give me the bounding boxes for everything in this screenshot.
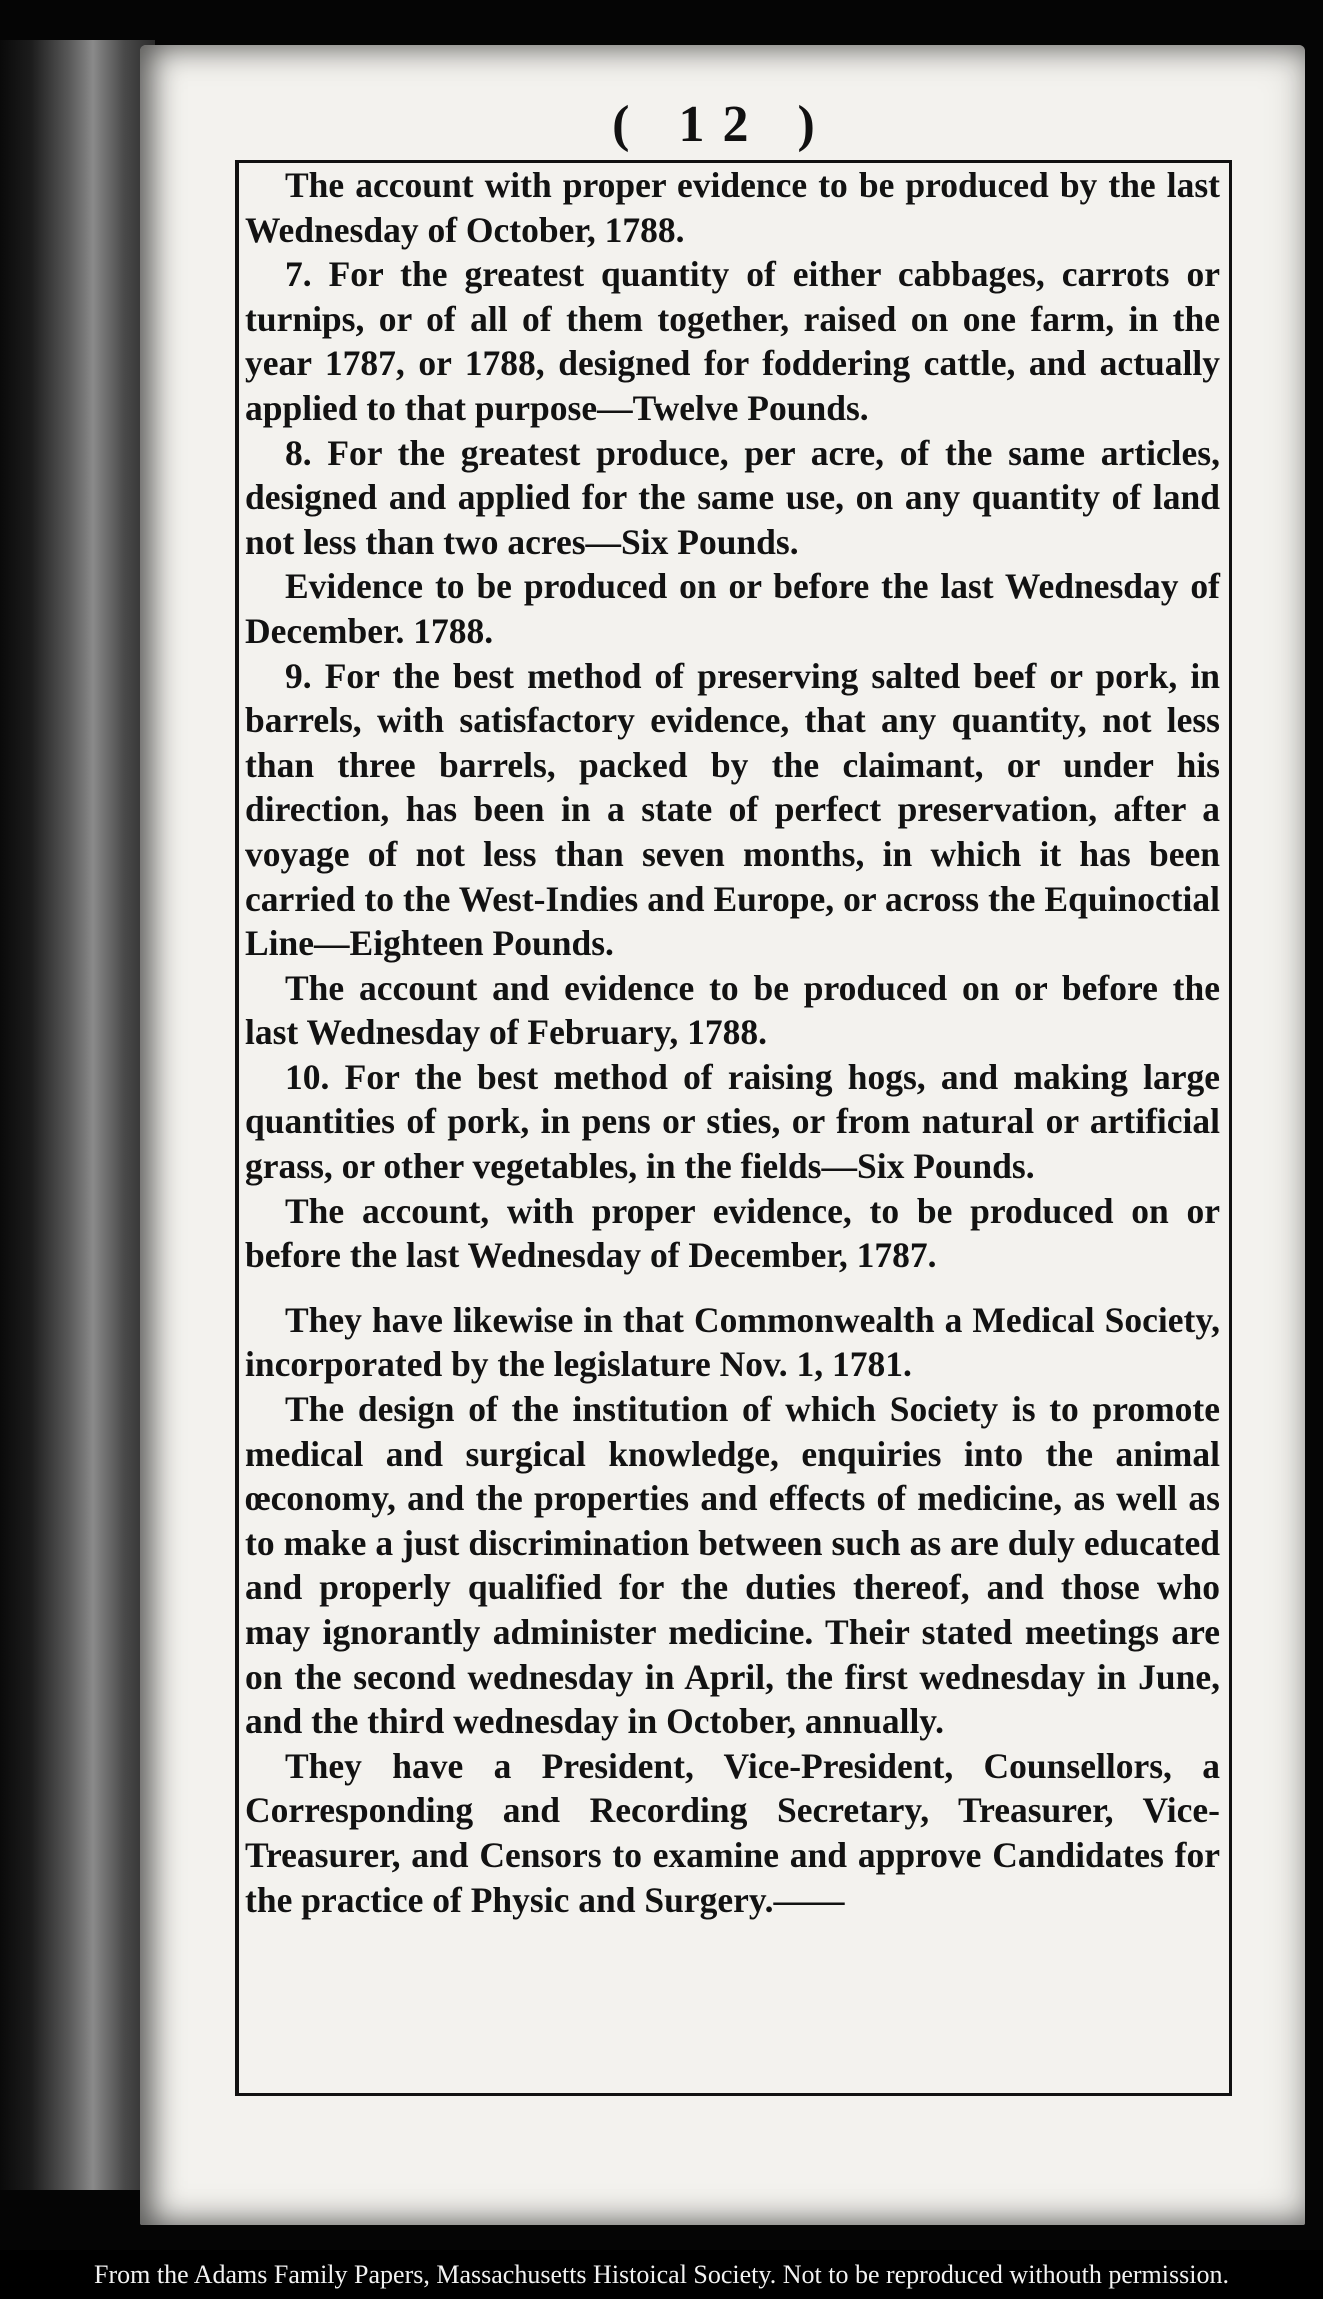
paragraph: The account with proper evidence to be produced by the last Wednesday of October, 1788. — [245, 165, 1220, 250]
paragraph: Evidence to be produced on or before the last Wednesday of December. 1788. — [245, 566, 1220, 651]
paragraph: 9. For the best method of preserving salted beef or pork, in barrels, with satisfactory evidence, that any quantity, not less than three barrels, packed by the claimant, or under his direction, has been in a state of perfect preservation, after a voyage of not less than seven months, in which it has been carried to the West-Indies and Europe, or across the Equinoctial Line—Eighteen Pounds. — [245, 655, 1220, 964]
paragraph: They have likewise in that Commonwealth a Medical Society, incorporated by the legislature Nov. 1, 1781. — [245, 1299, 1220, 1385]
page-number: ( 12 ) — [612, 96, 833, 153]
paragraph: The design of the institution of which Society is to promote medical and surgical knowledge, enquiries into the animal œconomy, and the properties and effects of medicine, as well as to make a just discrimination between such as are duly educated and properly qualified for the duties thereof, and those who may ignorantly administer medicine. Their stated meetings are on the second wednesday in April, the first wednesday in June, and the third wednesday in October, annually. — [245, 1389, 1220, 1742]
paragraph: They have a President, Vice-President, Counsellors, a Corresponding and Recording Secretary, Treasurer, Vice-Treasurer, and Censors to examine and approve Candidates for the practice of Physic and Surgery.—— — [245, 1745, 1220, 1920]
paragraph: The account and evidence to be produced on or before the last Wednesday of February, 1788. — [245, 967, 1220, 1053]
body-text — [245, 163, 1220, 1922]
paragraph: The account, with proper evidence, to be produced on or before the last Wednesday of December, 1787. — [245, 1190, 1220, 1276]
printed-page — [140, 45, 1305, 2225]
book-page-edges — [0, 40, 155, 2190]
copyright-footer: From the Adams Family Papers, Massachusetts Histoical Society. Not to be reproduced withouth permission. — [0, 2250, 1323, 2299]
paragraph: 10. For the best method of raising hogs, and making large quantities of pork, in pens or sties, or from natural or artificial grass, or other vegetables, in the fields—Six Pounds. — [245, 1056, 1220, 1187]
paragraph: 7. For the greatest quantity of either cabbages, carrots or turnips, or of all of them together, raised on one farm, in the year 1787, or 1788, designed for foddering cattle, and actually applied to that purpose—Twelve Pounds. — [245, 254, 1220, 428]
paragraph: 8. For the greatest produce, per acre, of the same articles, designed and applied for the same use, on any quantity of land not less than two acres—Six Pounds. — [245, 432, 1220, 562]
